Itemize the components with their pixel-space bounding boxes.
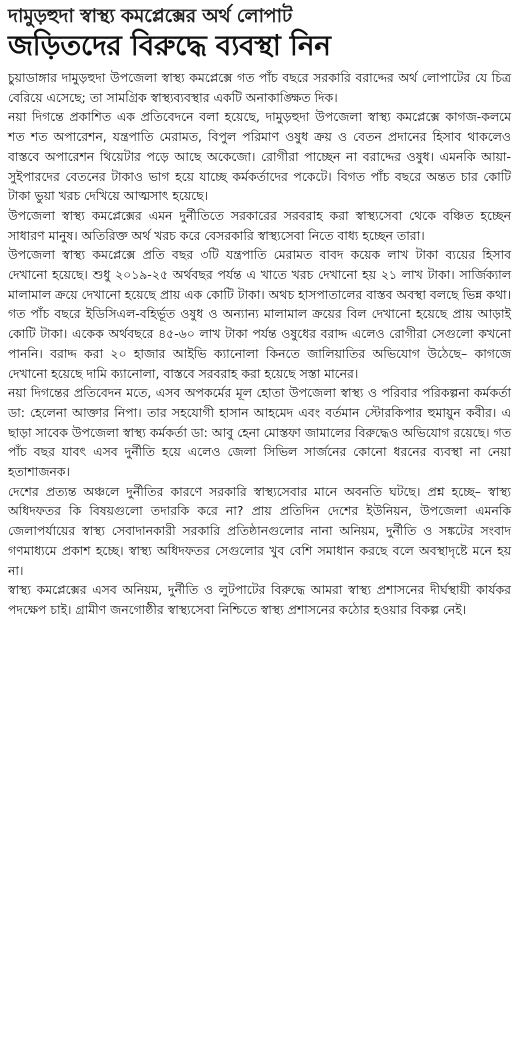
article-paragraph: উপজেলা স্বাস্থ্য কমপ্লেক্সে প্রতি বছর ৩টি যন্ত্রপাতি মেরামত বাবদ কয়েক লাখ টাকা ব্যয়ের হিসাব দেখানো হয়েছে। শুধু ২০১৯-২৫ অর্থবছর পর্যন্ত এ খাতে খরচ দেখানো হয় ২১ লাখ টাকা। সার্জিক্যাল মালামাল ক্রয়ে দেখানো হয়েছে প্রায় এক কোটি টাকা। অথচ হাসপাতালের বাস্তব অবস্থা বলছে ভিন্ন কথা। গত পাঁচ বছরে ইডিসিএল-বহির্ভূত ওষুধ ও অন্যান্য মালামাল ক্রয়ের বিল দেখানো হয়েছে প্রায় আড়াই কোটি টাকা। একেক অর্থবছরে ৪৫-৬০ লাখ টাকা পর্যন্ত ওষুধের বরাদ্দ এলেও রোগীরা সেগুলো কখনো পাননি। বরাদ্দ করা ২০ হাজার আইভি ক্যানোলা কিনতে জালিয়াতির অভিযোগ উঠেছে– কাগজে দেখানো হয়েছে দামি ক্যানোলা, বাস্তবে সরবরাহ করা হয়েছে সস্তা মানের। xyxy=(8,247,511,381)
article-body xyxy=(8,68,511,620)
article-paragraph: দেশের প্রত্যন্ত অঞ্চলে দুর্নীতির কারণে সরকারি স্বাস্থ্যসেবার মানে অবনতি ঘটছে। প্রশ্ন হচ্ছে– স্বাস্থ্য অধিদফতর কি বিষয়গুলো তদারকি করে না? প্রায় প্রতিদিন দেশের ইউনিয়ন, উপজেলা এমনকি জেলাপর্যায়ের স্বাস্থ্য সেবাদানকারী সরকারি প্রতিষ্ঠানগুলোর নানা অনিয়ম, দুর্নীতি ও সঙ্কটের সংবাদ গণমাধ্যমে প্রকাশ হচ্ছে। স্বাস্থ্য অধিদফতর সেগুলোর খুব বেশি সমাধান করছে বলে অবস্থাদৃষ্টে মনে হয় না। xyxy=(8,483,511,578)
article-headline: জড়িতদের বিরুদ্ধে ব্যবস্থা নিন xyxy=(8,29,331,62)
article-paragraph: নয়া দিগন্তে প্রকাশিত এক প্রতিবেদনে বলা হয়েছে, দামুড়হুদা উপজেলা স্বাস্থ্য কমপ্লেক্সে কাগজ-কলমে শত শত অপারেশন, যন্ত্রপাতি মেরামত, বিপুল পরিমাণ ওষুধ ক্রয় ও বেতন প্রদানের হিসাব থাকলেও বাস্তবে অপারেশন থিয়েটার পড়ে আছে অকেজো। রোগীরা পাচ্ছেন না বরাদ্দের ওষুধ। এমনকি আয়া-সুইপারদের বেতনের টাকাও ভাগ হয়ে যাচ্ছে কর্মকর্তাদের পকেটে। বিগত পাঁচ বছরে অন্তত চার কোটি টাকা ভুয়া খরচ দেখিয়ে আত্মসাৎ হয়েছে। xyxy=(8,109,511,204)
article-kicker: দামুড়হুদা স্বাস্থ্য কমপ্লেক্সের অর্থ লোপাট xyxy=(8,5,292,27)
article-paragraph: স্বাস্থ্য কমপ্লেক্সের এসব অনিয়ম, দুর্নীতি ও লুটপাটের বিরুদ্ধে আমরা স্বাস্থ্য প্রশাসনের দীর্ঘস্থায়ী কার্যকর পদক্ষেপ চাই। গ্রামীণ জনগোষ্ঠীর স্বাস্থ্যসেবা নিশ্চিতে স্বাস্থ্য প্রশাসনের কঠোর হওয়ার বিকল্প নেই। xyxy=(8,582,511,617)
article-paragraph: নয়া দিগন্তের প্রতিবেদন মতে, এসব অপকর্মের মূল হোতা উপজেলা স্বাস্থ্য ও পরিবার পরিকল্পনা কর্মকর্তা ডা: হেলেনা আক্তার নিপা। তার সহযোগী হাসান আহমেদ এবং বর্তমান স্টোরকিপার হুমায়ুন কবীর। এ ছাড়া সাবেক উপজেলা স্বাস্থ্য কর্মকর্তা ডা: আবু হেনা মোস্তফা জামালের বিরুদ্ধেও অভিযোগ রয়েছে। গত পাঁচ বছর যাবৎ এসব দুর্নীতি হয়ে এলেও জেলা সিভিল সার্জনের কোনো ধরনের ব্যবস্থা না নেয়া হতাশাজনক। xyxy=(8,385,511,480)
article-paragraph: উপজেলা স্বাস্থ্য কমপ্লেক্সের এমন দুর্নীতিতে সরকারের সরবরাহ করা স্বাস্থ্যসেবা থেকে বঞ্চিত হচ্ছেন সাধারণ মানুষ। অতিরিক্ত অর্থ খরচ করে বেসরকারি স্বাস্থ্যসেবা নিতে বাধ্য হচ্ছেন তারা। xyxy=(8,207,511,243)
article-paragraph: চুয়াডাঙ্গার দামুড়হুদা উপজেলা স্বাস্থ্য কমপ্লেক্সে গত পাঁচ বছরে সরকারি বরাদ্দের অর্থ লোপাটের যে চিত্র বেরিয়ে এসেছে; তা সামগ্রিক স্বাস্থ্যব্যবস্থার একটি অনাকাঙ্ক্ষিত দিক। xyxy=(8,70,511,105)
